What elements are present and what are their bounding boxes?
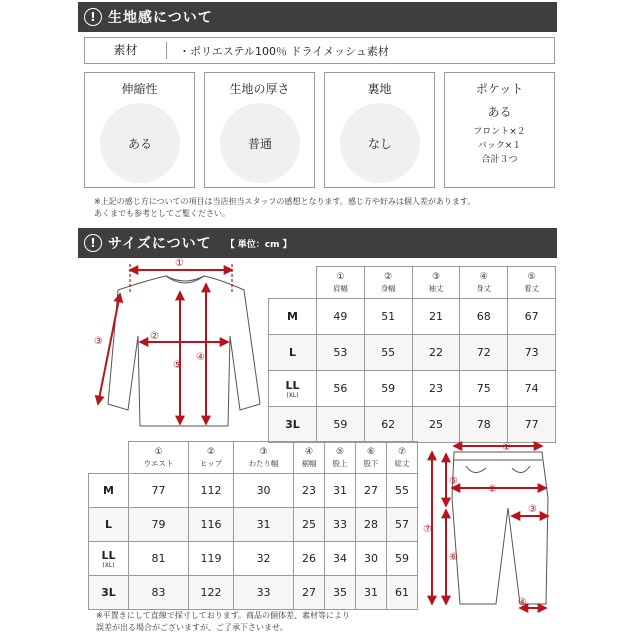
mark-3: ③ <box>528 504 537 515</box>
size-label: L <box>89 508 129 542</box>
size-label: 3L <box>89 576 129 610</box>
table-cell: 26 <box>294 542 325 576</box>
size-label: L <box>269 335 317 371</box>
table-cell: 59 <box>364 371 412 407</box>
table-cell: 51 <box>364 299 412 335</box>
measurement-note <box>96 610 456 634</box>
note-line: ※平置きにして直線で採寸しております。商品の個体差、素材等により <box>96 611 351 620</box>
table-cell: 59 <box>317 407 365 443</box>
table-cell: 72 <box>460 335 508 371</box>
column-header: ② ヒップ <box>189 442 234 474</box>
table-cell: 68 <box>460 299 508 335</box>
table-cell: 77 <box>508 407 556 443</box>
size-label: LL (XL) <box>269 371 317 407</box>
mark-1: ① <box>175 258 184 269</box>
mark-4: ④ <box>518 597 527 608</box>
table-cell: 61 <box>386 576 417 610</box>
table-cell: 31 <box>234 508 294 542</box>
table-row <box>269 335 556 371</box>
table-cell: 78 <box>460 407 508 443</box>
table-cell: 33 <box>234 576 294 610</box>
box-label: 伸縮性 <box>121 82 158 96</box>
table-row <box>89 542 418 576</box>
table-cell: 122 <box>189 576 234 610</box>
mark-6: ⑥ <box>449 552 458 563</box>
table-cell: 30 <box>234 474 294 508</box>
top-size-table <box>268 266 556 443</box>
section-title: 生地感について <box>108 10 213 26</box>
note-line: 誤差が出る場合がございますが、ご了承下さいませ。 <box>96 623 288 632</box>
table-row <box>89 474 418 508</box>
size-label: M <box>89 474 129 508</box>
shirt-diagram <box>88 256 264 436</box>
size-label: 3L <box>269 407 317 443</box>
table-row <box>269 299 556 335</box>
table-cell: 22 <box>412 335 460 371</box>
box-value: なし <box>340 103 420 183</box>
table-cell: 35 <box>325 576 356 610</box>
column-header: ④ 身丈 <box>460 267 508 299</box>
corner-cell <box>89 442 129 474</box>
table-cell: 59 <box>386 542 417 576</box>
pocket-detail: バック×１ <box>477 141 522 151</box>
table-cell: 67 <box>508 299 556 335</box>
unit-label: 【 単位：cm 】 <box>225 239 292 250</box>
info-icon: ! <box>84 234 102 252</box>
pocket-value: ある <box>487 105 512 119</box>
mark-2: ② <box>150 331 159 342</box>
table-cell: 30 <box>356 542 387 576</box>
pants-outline <box>452 452 548 604</box>
table-cell: 34 <box>325 542 356 576</box>
table-cell: 31 <box>325 474 356 508</box>
table-cell: 116 <box>189 508 234 542</box>
shirt-outline <box>108 276 260 426</box>
table-cell: 62 <box>364 407 412 443</box>
fabric-feel-boxes <box>84 72 555 188</box>
info-icon: ! <box>84 8 102 26</box>
table-cell: 57 <box>386 508 417 542</box>
column-header: ⑤ 股上 <box>325 442 356 474</box>
table-cell: 31 <box>356 576 387 610</box>
feel-note <box>94 196 554 220</box>
table-cell: 27 <box>356 474 387 508</box>
table-cell: 79 <box>129 508 189 542</box>
table-cell: 28 <box>356 508 387 542</box>
table-cell: 33 <box>325 508 356 542</box>
column-header: ⑤ 着丈 <box>508 267 556 299</box>
bottom-size-table <box>88 441 418 610</box>
table-cell: 25 <box>294 508 325 542</box>
box-label: 生地の厚さ <box>229 82 290 96</box>
column-header: ③ わたり幅 <box>234 442 294 474</box>
material-value: ・ポリエステル100％ ドライメッシュ素材 <box>179 44 389 58</box>
box-label: 裏地 <box>367 82 392 96</box>
note-line: ※上記の感じ方についての項目は当店担当スタッフの感想となります。感じ方や好みは個人差があります。 <box>94 197 476 206</box>
table-cell: 81 <box>129 542 189 576</box>
size-label: LL (XL) <box>89 542 129 576</box>
mark-2: ② <box>488 484 497 495</box>
mark-1: ① <box>502 442 511 453</box>
table-cell: 55 <box>364 335 412 371</box>
material-label: 素材 <box>85 42 167 59</box>
column-header: ② 身幅 <box>364 267 412 299</box>
table-cell: 74 <box>508 371 556 407</box>
column-header: ① ウエスト <box>129 442 189 474</box>
table-cell: 55 <box>386 474 417 508</box>
table-cell: 32 <box>234 542 294 576</box>
mark-4: ④ <box>196 352 205 363</box>
box-value: ある <box>100 103 180 183</box>
material-row <box>84 37 555 64</box>
lining-box <box>324 72 435 188</box>
column-header: ⑦ 総丈 <box>386 442 417 474</box>
pocket-detail: 合計３つ <box>481 155 518 165</box>
column-header: ⑥ 股下 <box>356 442 387 474</box>
section-header-fabric <box>78 2 557 32</box>
table-cell: 23 <box>294 474 325 508</box>
table-cell: 119 <box>189 542 234 576</box>
table-cell: 27 <box>294 576 325 610</box>
table-row <box>89 576 418 610</box>
mark-5: ⑤ <box>449 476 458 487</box>
stretch-box <box>84 72 195 188</box>
table-row <box>89 508 418 542</box>
mark-7: ⑦ <box>423 524 432 535</box>
table-cell: 112 <box>189 474 234 508</box>
size-label: M <box>269 299 317 335</box>
table-cell: 77 <box>129 474 189 508</box>
table-cell: 49 <box>317 299 365 335</box>
box-label: ポケット <box>475 82 524 96</box>
note-line: あくまでも参考としてご覧ください。 <box>94 209 230 218</box>
box-value: 普通 <box>220 103 300 183</box>
section-title: サイズについて <box>108 236 212 252</box>
pants-diagram <box>422 438 556 610</box>
table-cell: 56 <box>317 371 365 407</box>
corner-cell <box>269 267 317 299</box>
column-header: ① 肩幅 <box>317 267 365 299</box>
table-cell: 25 <box>412 407 460 443</box>
table-cell: 73 <box>508 335 556 371</box>
table-cell: 23 <box>412 371 460 407</box>
section-header-size <box>78 228 557 258</box>
pocket-detail: フロント×２ <box>473 127 526 137</box>
table-cell: 53 <box>317 335 365 371</box>
column-header: ③ 袖丈 <box>412 267 460 299</box>
table-cell: 21 <box>412 299 460 335</box>
column-header: ④ 裾幅 <box>294 442 325 474</box>
table-cell: 83 <box>129 576 189 610</box>
table-row <box>269 371 556 407</box>
table-cell: 75 <box>460 371 508 407</box>
thickness-box <box>204 72 315 188</box>
pocket-box <box>444 72 555 188</box>
mark-3: ③ <box>94 336 103 347</box>
mark-5: ⑤ <box>173 360 182 371</box>
